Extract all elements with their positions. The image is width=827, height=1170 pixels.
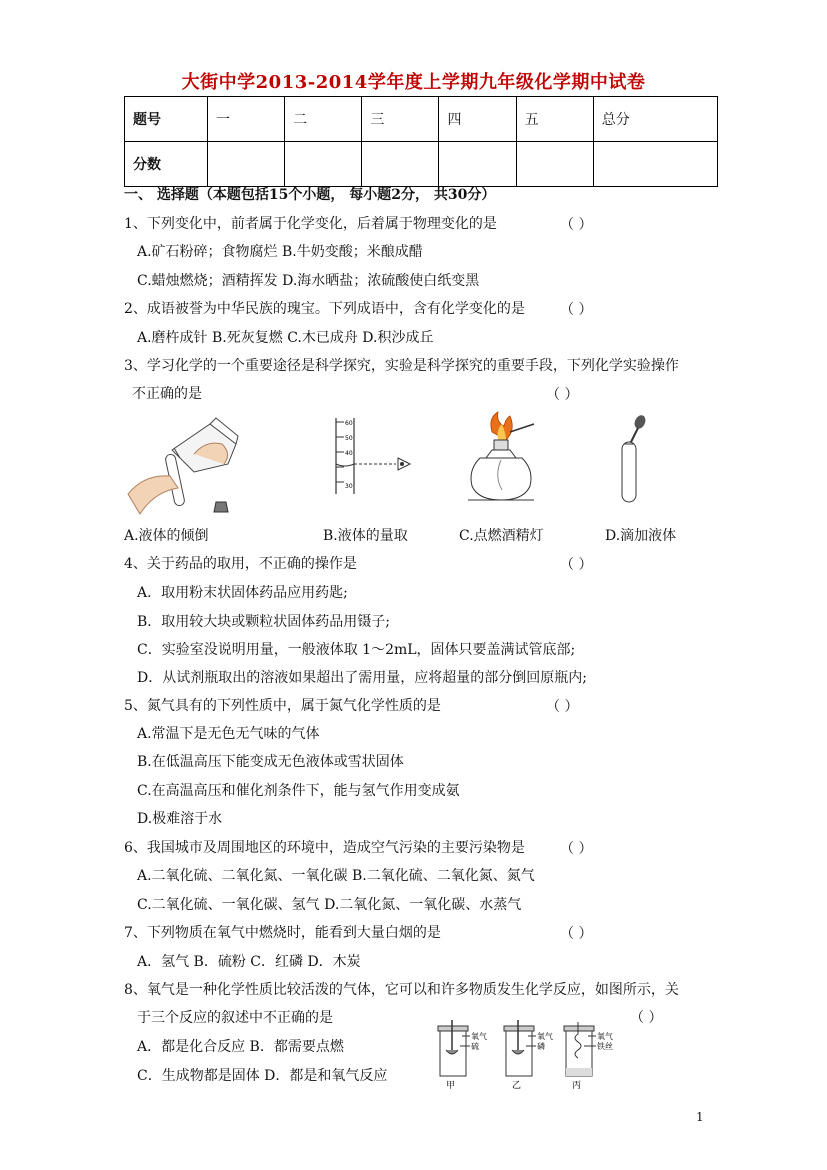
score-row-label: 分数: [125, 142, 208, 187]
question-7-options: A．氢气 B．硫粉 C．红磷 D．木炭: [137, 954, 361, 970]
question-1-options-ab: A.矿石粉碎；食物腐烂 B.牛奶变酸；米酿成醋: [137, 244, 423, 260]
score-table-header-row: [125, 97, 718, 142]
question-4-option-d: D．从试剂瓶取出的溶液如果超出了需用量，应将超量的部分倒回原瓶内;: [137, 670, 587, 686]
question-5-option-c: C.在高温高压和催化剂条件下，能与氢气作用变成氨: [137, 783, 460, 799]
question-1-options-cd: C.蜡烛燃烧；酒精挥发 D.海水晒盐；浓硫酸使白纸变黑: [137, 273, 480, 289]
header-cell-5: 五: [516, 97, 593, 142]
question-3-stem: 3、学习化学的一个重要途径是科学探究，实验是科学探究的重要手段，下列化学实验操作: [124, 358, 679, 374]
measuring-cylinder-figure: [330, 414, 430, 500]
pouring-liquid-figure: [124, 414, 244, 524]
question-8-stem: 8、氧气是一种化学性质比较活泼的气体，它可以和许多物质发生化学反应，如图所示，关: [124, 982, 679, 998]
score-cell-1[interactable]: [208, 142, 285, 187]
gas-jars-figure: [432, 1018, 632, 1090]
jar-3-substance-label: 铁丝: [597, 1042, 613, 1051]
question-8-options-ab: A．都是化合反应 B．都需要点燃: [137, 1039, 344, 1055]
question-2-options: A.磨杵成针 B.死灰复燃 C.木已成舟 D.积沙成丘: [137, 330, 434, 346]
question-6-stem: 6、我国城市及周围地区的环境中，造成空气污染的主要污染物是: [124, 840, 525, 856]
cylinder-tick-30: 30: [345, 483, 353, 490]
question-7-answer-slot[interactable]: （ ）: [560, 926, 593, 942]
score-cell-2[interactable]: [285, 142, 362, 187]
question-8-options-cd: C．生成物都是固体 D．都是和氧气反应: [137, 1068, 388, 1084]
header-cell-1: 一: [208, 97, 285, 142]
question-3-option-d: D.滴加液体: [605, 528, 677, 544]
question-3-option-a: A.液体的倾倒: [124, 528, 209, 544]
jar-2-gas-label: 氧气: [537, 1032, 553, 1041]
header-cell-4: 四: [439, 97, 516, 142]
jar-sulfur: [438, 1020, 487, 1090]
question-4-option-c: C．实验室没说明用量，一般液体取 1～2mL，固体只要盖满试管底部;: [137, 642, 576, 658]
question-3-option-b: B.液体的量取: [323, 528, 408, 544]
header-cell-2: 二: [285, 97, 362, 142]
header-cell-3: 三: [362, 97, 439, 142]
score-cell-total[interactable]: [593, 142, 717, 187]
question-8-answer-slot[interactable]: （ ）: [630, 1010, 663, 1026]
question-5-option-d: D.极难溶于水: [137, 811, 223, 827]
question-3-stem-cont: 不正确的是: [132, 386, 202, 402]
question-3-option-c: C.点燃酒精灯: [459, 528, 544, 544]
question-4-option-b: B．取用较大块或颗粒状固体药品用镊子;: [137, 614, 391, 630]
question-5-option-a: A.常温下是无色无气味的气体: [137, 726, 320, 742]
header-cell-label: 题号: [125, 97, 208, 142]
question-6-options-ab: A.二氧化硫、二氧化氮、一氧化碳 B.二氧化硫、二氧化氮、氮气: [137, 868, 535, 884]
jar-2-name: 乙: [512, 1081, 522, 1090]
question-4-answer-slot[interactable]: （ ）: [560, 557, 593, 573]
question-6-answer-slot[interactable]: （ ）: [560, 841, 593, 857]
alcohol-lamp-figure: [458, 410, 548, 502]
score-cell-3[interactable]: [362, 142, 439, 187]
question-7-stem: 7、下列物质在氧气中燃烧时，能看到大量白烟的是: [124, 925, 441, 941]
jar-iron-wire: [564, 1022, 613, 1090]
question-8-stem-cont: 于三个反应的叙述中不正确的是: [137, 1010, 333, 1026]
jar-3-gas-label: 氧气: [597, 1032, 613, 1041]
question-5-option-b: B.在低温高压下能变成无色液体或雪状固体: [137, 754, 404, 770]
question-1-answer-slot[interactable]: （ ）: [560, 217, 593, 233]
cylinder-tick-60: 60: [345, 420, 353, 427]
question-2-stem: 2、成语被誉为中华民族的瑰宝。下列成语中，含有化学变化的是: [124, 301, 525, 317]
cylinder-tick-40: 40: [345, 450, 353, 457]
jar-2-substance-label: 磷: [537, 1042, 545, 1051]
score-cell-5[interactable]: [516, 142, 593, 187]
question-1-stem: 1、下列变化中，前者属于化学变化，后着属于物理变化的是: [124, 216, 497, 232]
question-4-stem: 4、关于药品的取用，不正确的操作是: [124, 556, 357, 572]
score-table: [124, 96, 718, 187]
page-number: 1: [696, 1110, 704, 1124]
jar-phosphorus: [504, 1020, 553, 1090]
question-6-options-cd: C.二氧化硫、一氧化碳、氢气 D.二氧化氮、一氧化碳、水蒸气: [137, 897, 522, 913]
question-3-answer-slot[interactable]: （ ）: [546, 387, 579, 403]
jar-1-substance-label: 硫: [471, 1042, 479, 1051]
section-heading: 一、 选择题（本题包括15个小题， 每小题2分， 共30分）: [124, 187, 496, 203]
question-5-answer-slot[interactable]: （ ）: [546, 699, 579, 715]
jar-3-name: 丙: [572, 1081, 582, 1090]
header-cell-total: 总分: [593, 97, 717, 142]
score-cell-4[interactable]: [439, 142, 516, 187]
question-2-answer-slot[interactable]: （ ）: [560, 302, 593, 318]
question-5-stem: 5、氮气具有的下列性质中，属于氮气化学性质的是: [124, 698, 441, 714]
question-4-option-a: A．取用粉末状固体药品应用药匙;: [137, 585, 348, 601]
jar-1-gas-label: 氧气: [471, 1032, 487, 1041]
cylinder-tick-50: 50: [345, 435, 353, 442]
jar-1-name: 甲: [446, 1081, 456, 1090]
exam-title: 大街中学2013-2014学年度上学期九年级化学期中试卷: [181, 72, 646, 93]
score-table-score-row: [125, 142, 718, 187]
dropper-figure: [610, 414, 650, 506]
